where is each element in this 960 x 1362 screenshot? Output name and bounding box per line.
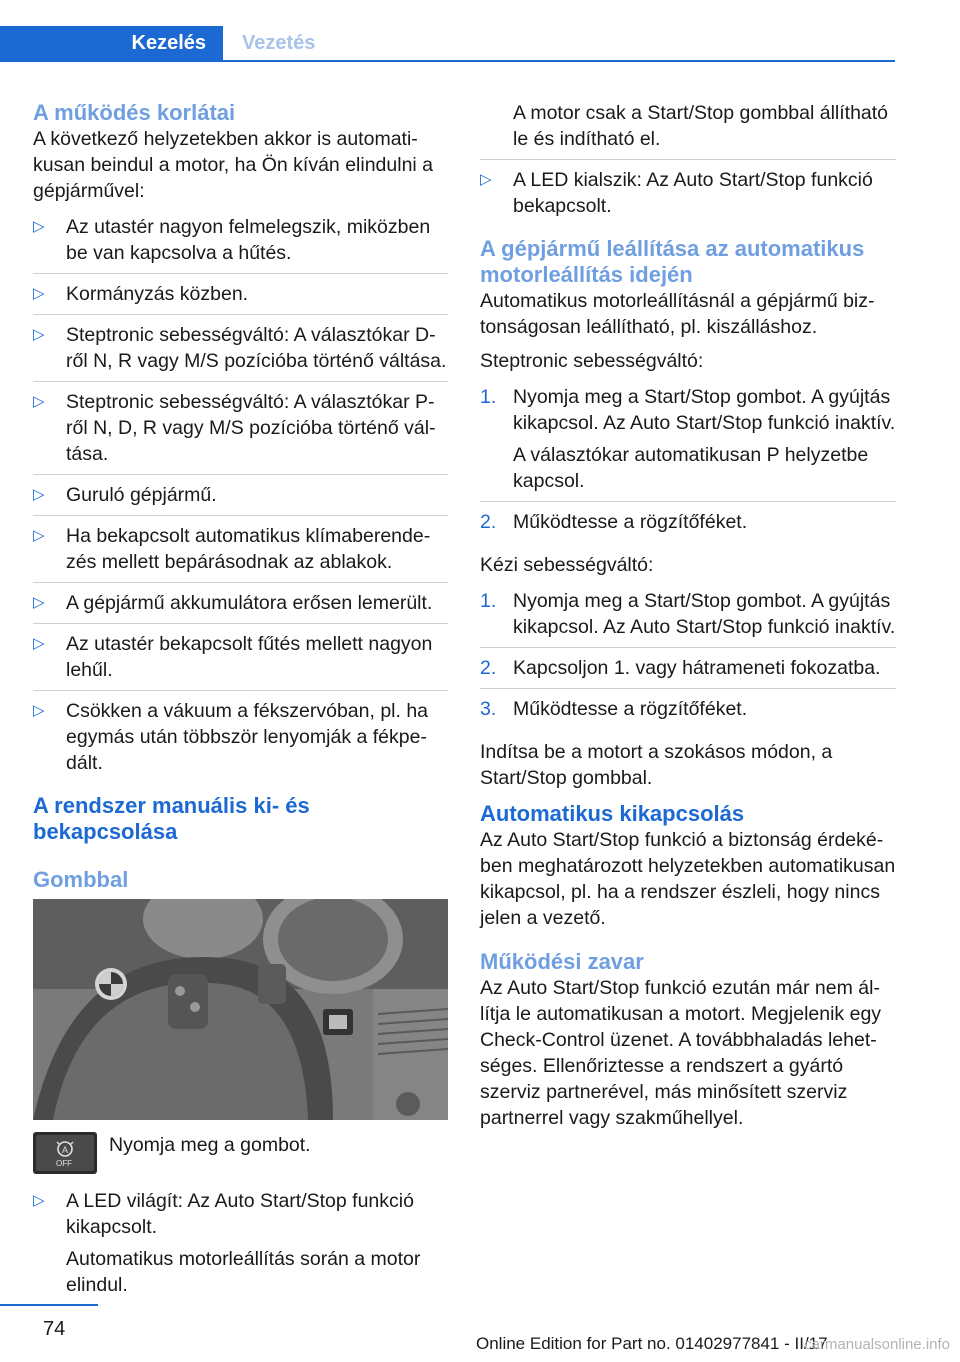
steptronic-steps	[480, 384, 896, 542]
triangle-right-icon: ▷	[33, 326, 45, 343]
triangle-right-icon: ▷	[33, 218, 45, 235]
stopping-text: Automatikus motorleállításnál a gépjármű biztonságosan leállítható, pl. kiszálláshoz.	[480, 290, 875, 338]
tab-vezetes[interactable]	[242, 26, 315, 60]
auto-off-text: Az Auto Start/Stop funkció a biztonság érdekében meghatározott helyzetekben automatikusan kikapcsol, pl. ha a rendszer észleli, hogy nincs jelen a vezető.	[480, 829, 896, 929]
button-off-label: OFF	[56, 1159, 72, 1168]
section-title-malfunction: Működési zavar	[480, 949, 644, 974]
manual-label: Kézi sebességváltó:	[480, 554, 654, 576]
auto-start-stop-button-icon	[33, 1132, 97, 1174]
list-item: ▷ A gépjármű akkumulátora erősen lemerült.	[33, 590, 448, 624]
triangle-right-icon: ▷	[33, 527, 45, 544]
footer-rule	[0, 1304, 98, 1306]
step-number: 1.	[480, 590, 497, 612]
triangle-right-icon: ▷	[33, 393, 45, 410]
section-title-button: Gombbal	[33, 867, 129, 892]
button-row	[33, 1132, 448, 1174]
watermark: carmanualsonline.info	[804, 1336, 950, 1353]
step-number: 3.	[480, 698, 497, 720]
section-title-manual-toggle: A rendszer manuális ki- és bekapcsolása	[33, 793, 310, 844]
step-number: 2.	[480, 511, 497, 533]
list-item: ▷ A LED világít: Az Auto Start/Stop funkció kikapcsolt. Automatikus motorleállítás során a motor elindul.	[33, 1188, 448, 1305]
triangle-right-icon: ▷	[33, 486, 45, 503]
led-list	[33, 1188, 448, 1305]
continued-text: A motor csak a Start/Stop gombbal állítható le és indítható el.	[480, 100, 896, 160]
tab-kezeles-label: Kezelés	[131, 31, 206, 54]
steptronic-label: Steptronic sebességváltó:	[480, 350, 704, 372]
triangle-right-icon: ▷	[33, 702, 45, 719]
header-rule	[0, 60, 895, 62]
limits-list	[33, 214, 448, 783]
triangle-right-icon: ▷	[33, 285, 45, 302]
left-column	[33, 100, 448, 1315]
list-item: 2. Kapcsoljon 1. vagy hátrameneti fokozatba.	[480, 655, 896, 689]
dashboard-photo	[33, 899, 448, 1120]
list-item: 2. Működtesse a rögzítőféket.	[480, 511, 748, 533]
list-item: 1. Nyomja meg a Start/Stop gombot. A gyújtás kikapcsol. Az Auto Start/Stop funkció inaktív. A választókar automatikusan P helyzetbe kapcsol.	[480, 384, 896, 502]
list-item: ▷ Kormányzás közben.	[33, 281, 448, 315]
list-item: 1. Nyomja meg a Start/Stop gombot. A gyújtás kikapcsol. Az Auto Start/Stop funkció inaktív.	[480, 588, 896, 648]
list-item: ▷ Csökken a vákuum a fékszervóban, pl. ha egymás után többször lenyomják a fékpedált.	[33, 700, 429, 774]
restart-text: Indítsa be a motort a szokásos módon, a Start/Stop gombbal.	[480, 741, 833, 789]
list-item: ▷ Az utastér nagyon felmelegszik, miközben be van kapcsolva a hűtés.	[33, 214, 448, 274]
malfunction-text: Az Auto Start/Stop funkció ezután már nem állítja le automatikusan a motort. Megjelenik egy Check-Control üzenet. A továbbhaladás lehetséges. Ellenőriztesse a rendszert a gyártó szerviz partnerével, más minősített szerviz partnerrel vagy szakműhellyel.	[480, 977, 882, 1129]
manual-steps	[480, 588, 896, 729]
triangle-right-icon: ▷	[480, 171, 492, 188]
led-on-note: Automatikus motorleállítás során a motor elindul.	[66, 1248, 421, 1296]
tab-kezeles[interactable]	[0, 26, 223, 60]
list-item: 3. Működtesse a rögzítőféket.	[480, 698, 748, 720]
button-caption: Nyomja meg a gombot.	[109, 1134, 311, 1156]
list-item: ▷ Ha bekapcsolt automatikus klímaberendezés mellett bepárásodnak az ablakok.	[33, 523, 448, 583]
header-tabs	[0, 26, 895, 62]
limits-intro: A következő helyzetekben akkor is automatikusan beindul a motor, ha Ön kíván elindulni a gépjárművel:	[33, 128, 434, 202]
list-item: ▷ Guruló gépjármű.	[33, 482, 448, 516]
triangle-right-icon: ▷	[33, 594, 45, 611]
tab-vezetes-label: Vezetés	[242, 31, 316, 54]
step-number: 1.	[480, 386, 497, 408]
led-off-list	[480, 167, 896, 226]
list-item: ▷ Steptronic sebességváltó: A választókar D-ről N, R vagy M/S pozícióba történő váltása.	[33, 322, 448, 382]
section-title-auto-off: Automatikus kikapcsolás	[480, 801, 745, 826]
section-title-stopping: A gépjármű leállítása az automatikus motorleállítás idején	[480, 236, 865, 287]
list-item: ▷ Steptronic sebességváltó: A választókar P-ről N, D, R vagy M/S pozícióba történő váltása.	[33, 389, 448, 475]
list-item: ▷ A LED kialszik: Az Auto Start/Stop funkció bekapcsolt.	[480, 169, 873, 217]
section-title-limits: A működés korlátai	[33, 100, 236, 125]
triangle-right-icon: ▷	[33, 635, 45, 652]
svg-text:A: A	[62, 1145, 69, 1155]
right-column	[480, 100, 896, 1131]
step-number: 2.	[480, 657, 497, 679]
triangle-right-icon: ▷	[33, 1192, 45, 1209]
list-item: ▷ Az utastér bekapcsolt fűtés mellett nagyon lehűl.	[33, 631, 448, 691]
page-number: 74	[43, 1318, 66, 1340]
edition-text: Online Edition for Part no. 01402977841 - II/17	[476, 1334, 828, 1353]
